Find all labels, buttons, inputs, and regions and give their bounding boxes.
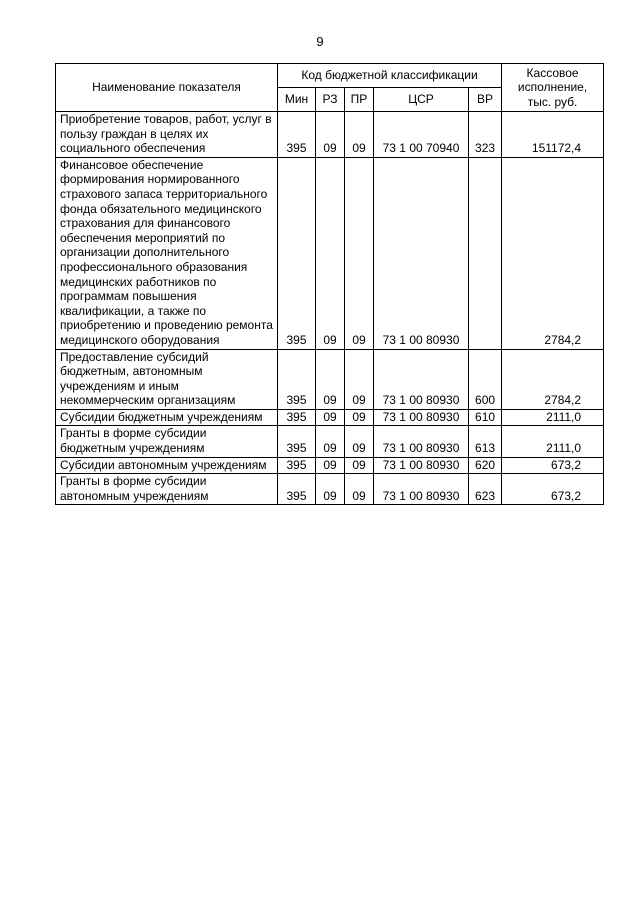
row-min: 395: [278, 457, 316, 474]
row-min: 395: [278, 157, 316, 349]
row-rz: 09: [316, 474, 345, 505]
header-name: Наименование показателя: [56, 64, 278, 112]
row-vr: 600: [469, 349, 502, 409]
row-pr: 09: [345, 426, 374, 457]
budget-execution-table: [55, 63, 604, 505]
header-vr: ВР: [469, 88, 502, 112]
row-rz: 09: [316, 157, 345, 349]
row-name: Финансовое обеспечение формирования нормированного страхового запаса территориального фонда обязательного медицинского страхования для финансового обеспечения мероприятий по организации дополнительного профессионального образования медицинских работников по программам повышения квалификации, а также по приобретению и проведению ремонта медицинского оборудования: [56, 157, 278, 349]
row-csr: 73 1 00 80930: [374, 409, 469, 426]
page-number: 9: [316, 34, 324, 49]
row-amount: 2111,0: [502, 409, 604, 426]
row-pr: 09: [345, 474, 374, 505]
row-vr: 610: [469, 409, 502, 426]
row-min: 395: [278, 349, 316, 409]
row-vr: 620: [469, 457, 502, 474]
row-min: 395: [278, 426, 316, 457]
header-pr: ПР: [345, 88, 374, 112]
table-row: [56, 474, 604, 505]
row-amount: 2784,2: [502, 349, 604, 409]
row-pr: 09: [345, 157, 374, 349]
row-name: Гранты в форме субсидии автономным учреждениям: [56, 474, 278, 505]
row-pr: 09: [345, 457, 374, 474]
row-rz: 09: [316, 409, 345, 426]
header-code-group: Код бюджетной классификации: [278, 64, 502, 88]
row-name: Приобретение товаров, работ, услуг в пользу граждан в целях их социального обеспечения: [56, 112, 278, 158]
row-pr: 09: [345, 409, 374, 426]
table-row: [56, 157, 604, 349]
row-csr: 73 1 00 80930: [374, 457, 469, 474]
row-rz: 09: [316, 349, 345, 409]
row-amount: 151172,4: [502, 112, 604, 158]
table-row: [56, 457, 604, 474]
row-csr: 73 1 00 70940: [374, 112, 469, 158]
row-min: 395: [278, 112, 316, 158]
row-name: Гранты в форме субсидии бюджетным учреждениям: [56, 426, 278, 457]
row-rz: 09: [316, 112, 345, 158]
header-execution: Кассовое исполнение, тыс. руб.: [502, 64, 604, 112]
row-min: 395: [278, 409, 316, 426]
header-min: Мин: [278, 88, 316, 112]
table-row: [56, 409, 604, 426]
row-pr: 09: [345, 349, 374, 409]
table-row: [56, 349, 604, 409]
row-amount: 2784,2: [502, 157, 604, 349]
row-vr: [469, 157, 502, 349]
table-row: [56, 112, 604, 158]
row-pr: 09: [345, 112, 374, 158]
row-min: 395: [278, 474, 316, 505]
row-amount: 673,2: [502, 474, 604, 505]
header-rz: РЗ: [316, 88, 345, 112]
row-csr: 73 1 00 80930: [374, 474, 469, 505]
row-name: Субсидии бюджетным учреждениям: [56, 409, 278, 426]
row-rz: 09: [316, 426, 345, 457]
row-vr: 613: [469, 426, 502, 457]
row-csr: 73 1 00 80930: [374, 157, 469, 349]
row-csr: 73 1 00 80930: [374, 426, 469, 457]
row-csr: 73 1 00 80930: [374, 349, 469, 409]
row-name: Предоставление субсидий бюджетным, автономным учреждениям и иным некоммерческим организациям: [56, 349, 278, 409]
row-vr: 323: [469, 112, 502, 158]
row-amount: 673,2: [502, 457, 604, 474]
row-amount: 2111,0: [502, 426, 604, 457]
row-vr: 623: [469, 474, 502, 505]
row-rz: 09: [316, 457, 345, 474]
row-name: Субсидии автономным учреждениям: [56, 457, 278, 474]
table-row: [56, 426, 604, 457]
header-csr: ЦСР: [374, 88, 469, 112]
